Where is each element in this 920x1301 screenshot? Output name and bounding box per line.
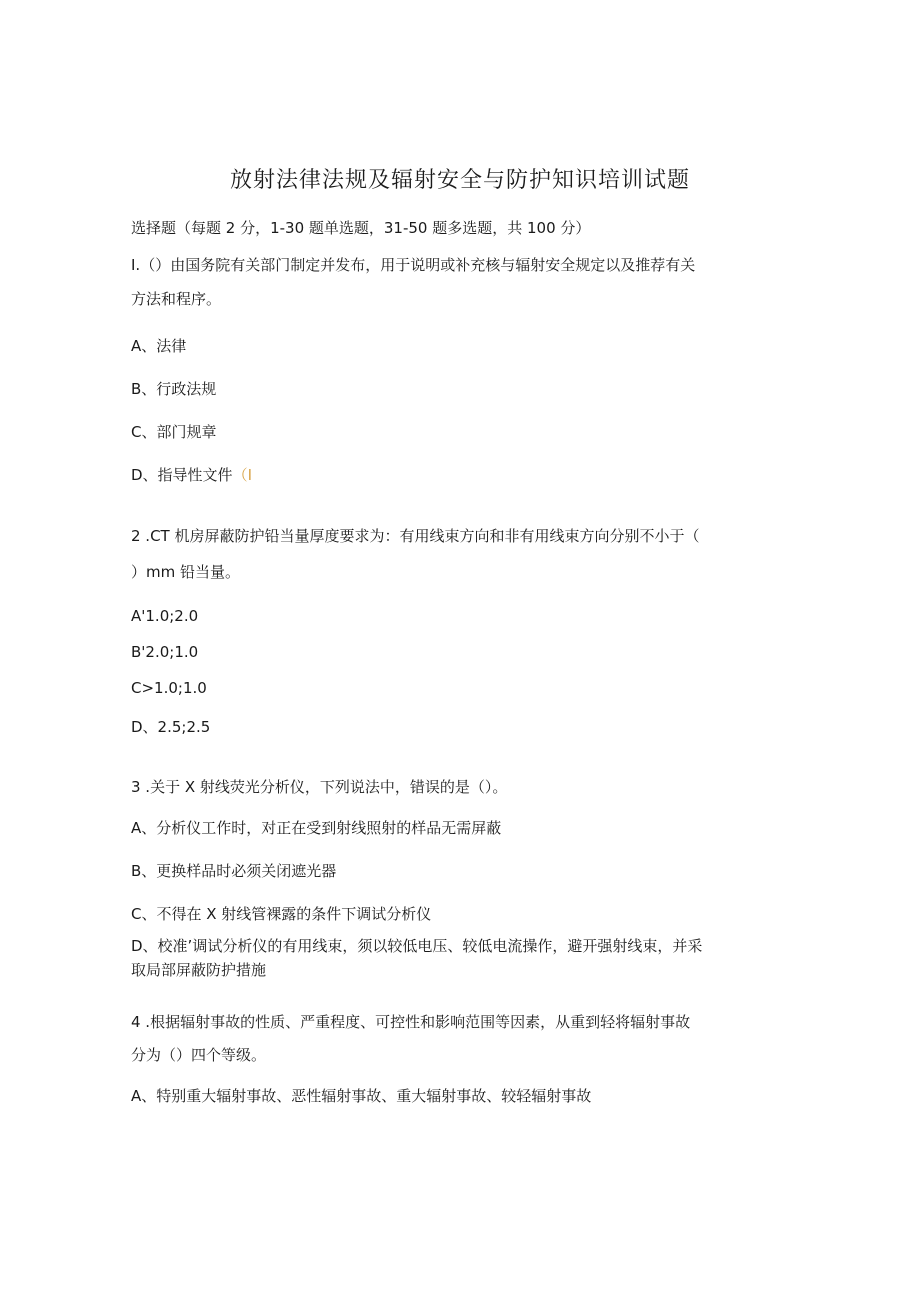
q4-option-a: A、特别重大辐射事故、恶性辐射事故、重大辐射事故、较轻辐射事故 bbox=[131, 1087, 592, 1105]
q4-stem-line-2: 分为（）四个等级。 bbox=[131, 1046, 267, 1064]
q3-option-d-line-2: 取局部屏蔽防护措施 bbox=[131, 961, 267, 979]
q3-option-d-line-1: D、校准’调试分析仪的有用线束，须以较低电压、较低电流操作，避开强射线束，并采 bbox=[131, 937, 703, 955]
q2-option-b: B'2.0;1.0 bbox=[131, 643, 199, 661]
q3-option-a: A、分析仪工作时，对正在受到射线照射的样品无需屏蔽 bbox=[131, 819, 502, 837]
q3-option-b: B、更换样品时必须关闭遮光器 bbox=[131, 862, 337, 880]
q2-stem-line-1: 2 .CT 机房屏蔽防护铅当量厚度要求为：有用线束方向和非有用线束方向分别不小于（ bbox=[131, 527, 700, 545]
q2-option-a: A'1.0;2.0 bbox=[131, 607, 199, 625]
q3-option-c: C、不得在 X 射线管裸露的条件下调试分析仪 bbox=[131, 905, 432, 923]
q1-option-d bbox=[131, 465, 252, 485]
q1-option-b: B、行政法规 bbox=[131, 380, 217, 398]
q1-option-d-text: D、指导性文件 bbox=[131, 466, 233, 484]
q1-option-c: C、部门规章 bbox=[131, 423, 217, 441]
q2-option-c: C>1.0;1.0 bbox=[131, 679, 207, 697]
q1-stem-line-1: I.（）由国务院有关部门制定并发布，用于说明或补充核与辐射安全规定以及推荐有关 bbox=[131, 256, 696, 274]
q1-stem-line-2: 方法和程序。 bbox=[131, 290, 222, 308]
q4-stem-line-1: 4 .根据辐射事故的性质、严重程度、可控性和影响范围等因素，从重到轻将辐射事故 bbox=[131, 1013, 691, 1031]
q2-option-d: D、2.5;2.5 bbox=[131, 718, 211, 736]
q1-option-d-mark: （I bbox=[232, 466, 252, 484]
q3-stem-line-1: 3 .关于 X 射线荧光分析仪，下列说法中，错误的是（）。 bbox=[131, 778, 508, 796]
q1-option-a: A、法律 bbox=[131, 337, 187, 355]
q2-stem-line-2: ）mm 铅当量。 bbox=[131, 563, 240, 581]
page-title: 放射法律法规及辐射安全与防护知识培训试题 bbox=[229, 168, 690, 193]
section-intro: 选择题（每题 2 分，1-30 题单选题，31-50 题多选题，共 100 分） bbox=[131, 219, 591, 237]
